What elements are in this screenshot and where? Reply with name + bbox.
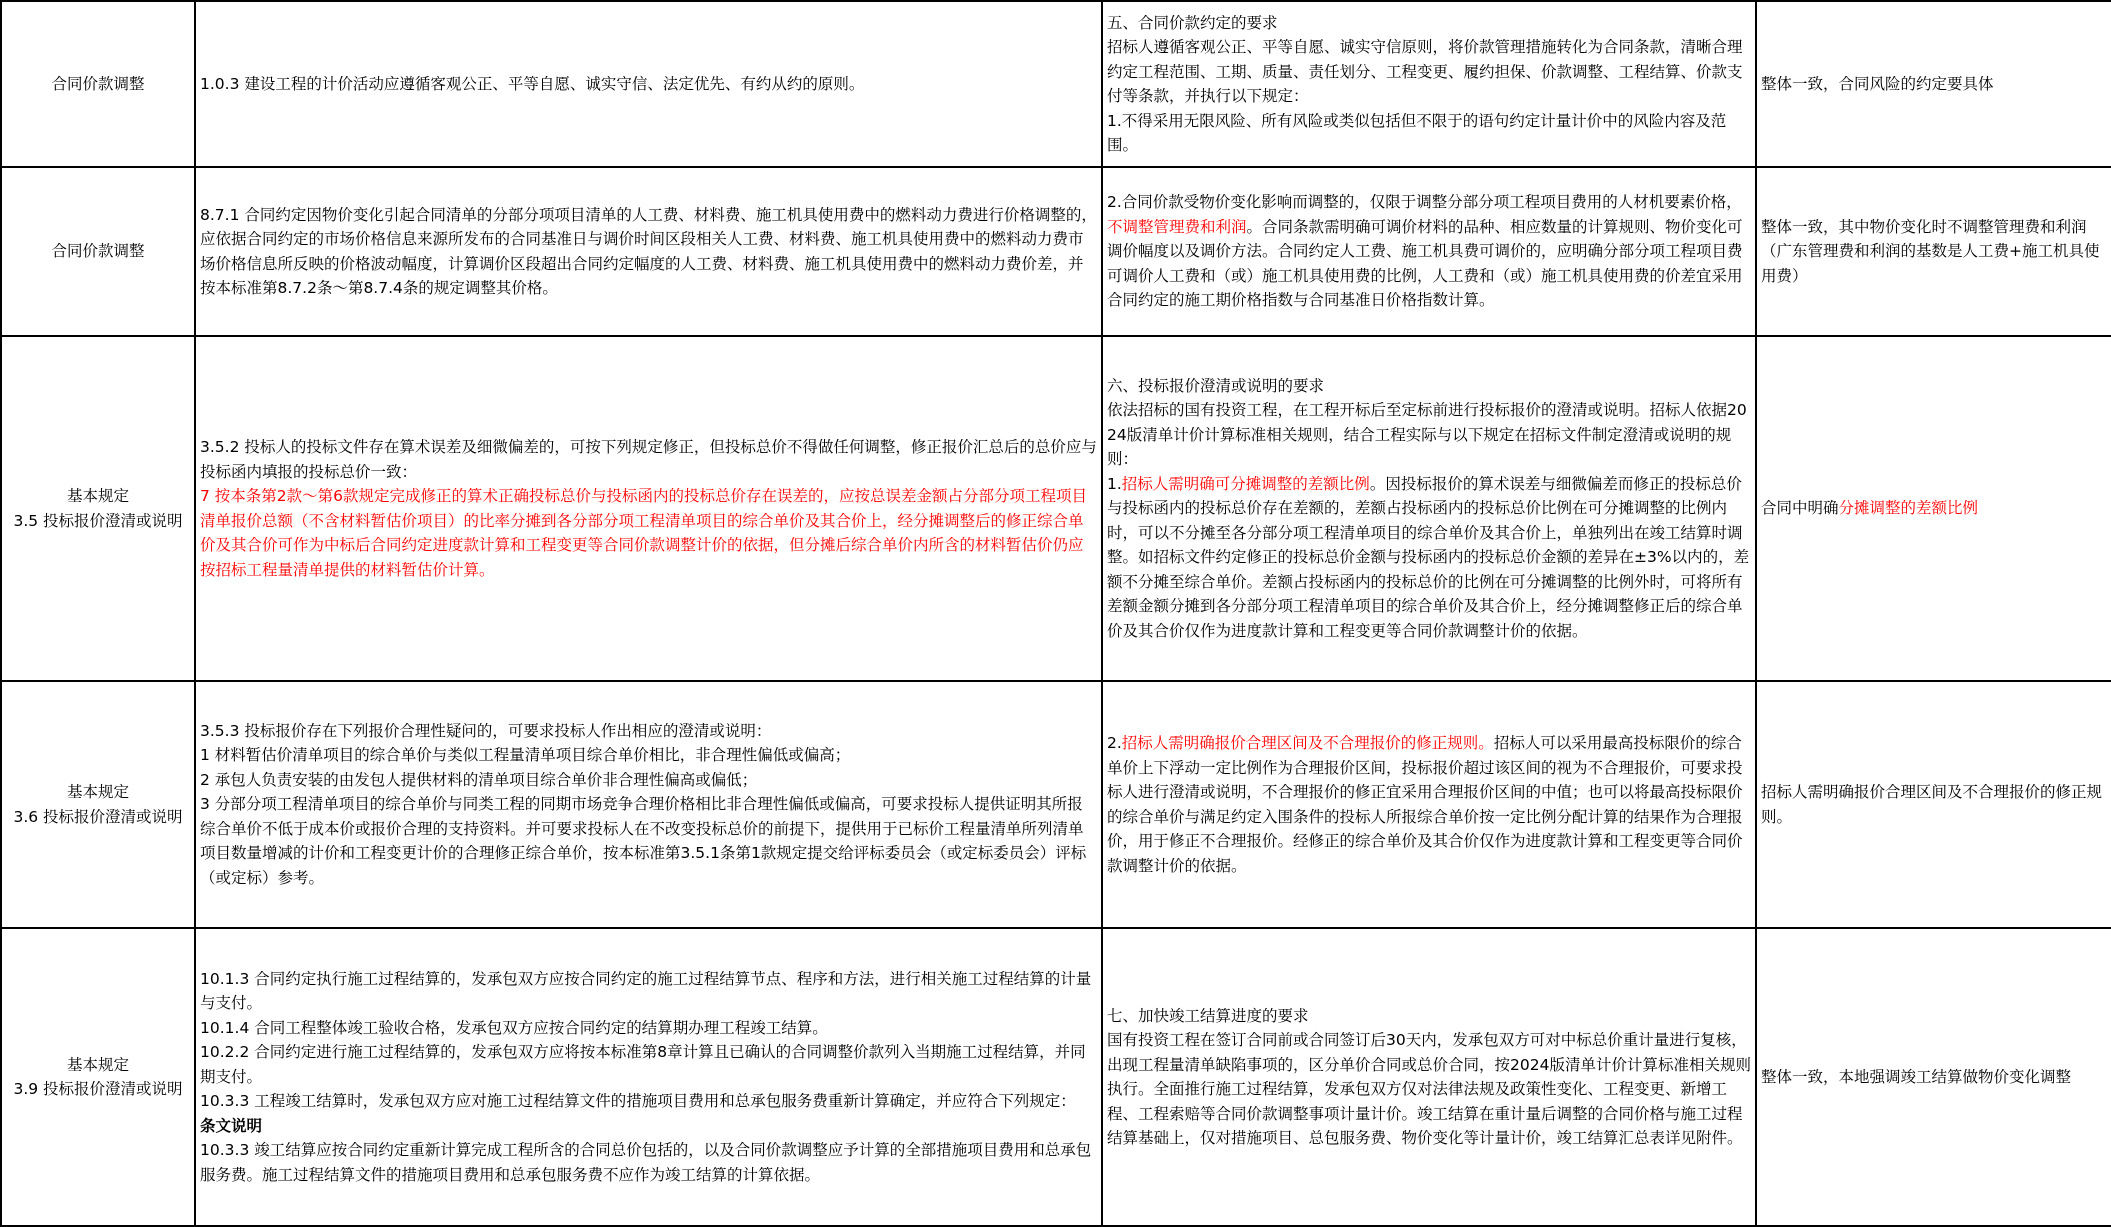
table-row [1, 1, 2111, 167]
paragraph: 整体一致，其中物价变化时不调整管理费和利润（广东管理费和利润的基数是人工费+施工机具使用费） [1761, 217, 2100, 285]
label-line: 合同价款调整 [51, 242, 145, 261]
table-row [1, 336, 2111, 681]
clause-explanation-heading: 条文说明 [200, 1116, 263, 1135]
paragraph: 3.5.2 投标人的投标文件存在算术误差及细微偏差的，可按下列规定修正，但投标总价不得做任何调整，修正报价汇总后的总价应与投标函内填报的投标总价一致： [200, 438, 1097, 481]
paragraph: 10.2.2 合同约定进行施工过程结算的，发承包双方应将按本标准第8章计算且已确认的合同调整价款列入当期施工过程结算，并同期支付。 [200, 1043, 1086, 1086]
national-standard-cell [195, 336, 1102, 681]
local-provision-cell [1102, 928, 1756, 1226]
highlighted-text: 分摊调整的差额比例 [1838, 499, 1979, 518]
label-line: 3.9 投标报价澄清或说明 [13, 1080, 183, 1098]
paragraph: 3 分部分项工程清单项目的综合单价与同类工程的同期市场竞争合理价格相比非合理性偏低或偏高，可要求投标人提供证明其所报综合单价不低于成本价或报价合理的支持资料。并可要求投标人在不改变投标总价的前提下，提供用于已标价工程量清单所列清单项目数量增减的计价和工程变更计价的合理修正综合单价，按本标准第3.5.1条第1款规定提交给评标委员会（或定标委员会）评标（或定标）参考。 [200, 795, 1087, 887]
paragraph: 国有投资工程在签订合同前或合同签订后30天内，发承包双方可对中标总价重计量进行复核，出现工程量清单缺陷事项的，区分单价合同或总价合同，按2024版清单计价计算标准相关规则执行。全面推行施工过程结算，发承包双方仅对法律法规及政策性变化、工程变更、新增工程、工程索赔等合同价款调整事项计量计价。竣工结算在重计量后调整的合同价格与施工过程结算基础上，仅对措施项目、总包服务费、物价变化等计量计价，竣工结算汇总表详见附件。 [1107, 1031, 1751, 1147]
local-provision-cell [1102, 681, 1756, 928]
label-line: 合同价款调整 [51, 74, 145, 93]
paragraph: 七、加快竣工结算进度的要求 [1107, 1006, 1309, 1025]
highlighted-text: 招标人需明确报价合理区间及不合理报价的修正规则。 [1121, 734, 1494, 752]
label-line: 基本规定 [66, 1055, 129, 1074]
paragraph: 五、合同价款约定的要求 [1107, 13, 1278, 32]
table-row [1, 928, 2111, 1226]
comparison-note-cell [1756, 336, 2111, 681]
paragraph: 10.3.3 竣工结算应按合同约定重新计算完成工程所含的合同总价包括的，以及合同价款调整应予计算的全部措施项目费用和总承包服务费。施工过程结算文件的措施项目费用和总承包服务费不应作为竣工结算的计算依据。 [200, 1141, 1092, 1184]
paragraph: 10.1.3 合同约定执行施工过程结算的，发承包双方应按合同约定的施工过程结算节点、程序和方法，进行相关施工过程结算的计量与支付。 [200, 969, 1092, 1013]
paragraph: 招标人需明确报价合理区间及不合理报价的修正规则。 [1761, 783, 2103, 826]
comparison-note-cell [1756, 1, 2111, 167]
paragraph: 10.1.4 合同工程整体竣工验收合格，发承包双方应按合同约定的结算期办理工程竣工结算。 [200, 1018, 828, 1037]
table-row [1, 167, 2111, 336]
paragraph: 1.0.3 建设工程的计价活动应遵循客观公正、平等自愿、诚实守信、法定优先、有约从约的原则。 [200, 74, 865, 93]
paragraph: 1 材料暂估价清单项目的综合单价与类似工程量清单项目综合单价相比，非合理性偏低或偏高； [200, 746, 851, 765]
paragraph [1107, 731, 1751, 878]
table-row [1, 681, 2111, 928]
paragraph: 依法招标的国有投资工程，在工程开标后至定标前进行投标报价的澄清或说明。招标人依据2024版清单计价计算标准相关规则，结合工程实际与以下规定在招标文件制定澄清或说明的规则： [1107, 401, 1747, 469]
national-standard-cell [195, 928, 1102, 1226]
text-segment: 2. [1107, 734, 1122, 752]
paragraph: 整体一致，合同风险的约定要具体 [1761, 74, 1994, 93]
local-provision-cell [1102, 1, 1756, 167]
paragraph [1761, 496, 2107, 521]
text-segment: 1. [1107, 474, 1122, 493]
section-label-cell [1, 928, 195, 1226]
highlighted-text: 招标人需明确可分摊调整的差额比例 [1121, 474, 1370, 493]
section-label-cell [1, 336, 195, 681]
section-label-cell [1, 681, 195, 928]
text-segment: 。合同条款需明确可调价材料的品种、相应数量的计算规则、物价变化可调价幅度以及调价方法。合同约定人工费、施工机具费可调价的，应明确分部分项工程项目费可调价人工费和（或）施工机具使用费的比例，人工费和（或）施工机具使用费的价差宜采用合同约定的施工期价格指数与合同基准日价格指数计算。 [1107, 217, 1743, 310]
highlighted-paragraph: 7 按本条第2款～第6款规定完成修正的算术正确投标总价与投标函内的投标总价存在误差的，应按总误差金额占分部分项工程项目清单报价总额（不含材料暂估价项目）的比率分摊到各分部分项工程清单项目的综合单价及其合价上，经分摊调整后的修正综合单价及其合价可作为中标后合同约定进度款计算和工程变更等合同价款调整计价的依据，但分摊后综合单价内所含的材料暂估价仍应按招标工程量清单提供的材料暂估价计算。 [200, 487, 1088, 579]
paragraph: 六、投标报价澄清或说明的要求 [1107, 376, 1325, 395]
text-segment: 2.合同价款受物价变化影响而调整的，仅限于调整分部分项工程项目费用的人材机要素价格， [1107, 193, 1742, 212]
local-provision-cell [1102, 167, 1756, 336]
paragraph: 8.7.1 合同约定因物价变化引起合同清单的分部分项项目清单的人工费、材料费、施工机具使用费中的燃料动力费进行价格调整的，应依据合同约定的市场价格信息来源所发布的合同基准日与调价时间区段相关人工费、材料费、施工机具使用费中的燃料动力费市场价格信息所反映的价格波动幅度，计算调价区段超出合同约定幅度的人工费、材料费、施工机具使用费中的燃料动力费价差，并按本标准第8.7.2条～第8.7.4条的规定调整其价格。 [200, 205, 1097, 297]
section-label-cell [1, 1, 195, 167]
local-provision-cell [1102, 336, 1756, 681]
paragraph: 3.5.3 投标报价存在下列报价合理性疑问的，可要求投标人作出相应的澄清或说明： [200, 721, 772, 740]
text-segment: 。因投标报价的算术误差与细微偏差而修正的投标总价与投标函内的投标总价存在差额的，差额占投标函内的投标总价比例在可分摊调整的比例内时，可以不分摊至各分部分项工程清单项目的综合单价及其合价上，单独列出在竣工结算时调整。如招标文件约定修正的投标总价金额与投标函内的投标总价金额的差异在±3%以内的，差额不分摊至综合单价。差额占投标函内的投标总价的比例在可分摊调整的比例外时，可将所有差额金额分摊到各分部分项工程清单项目的综合单价及其合价上，经分摊调整修正后的综合单价及其合价仅作为进度款计算和工程变更等合同价款调整计价的依据。 [1107, 474, 1750, 640]
comparison-note-cell [1756, 928, 2111, 1226]
text-segment: 招标人可以采用最高投标限价的综合单价上下浮动一定比例作为合理报价区间，投标报价超过该区间的视为不合理报价，可要求投标人进行澄清或说明，不合理报价的修正宜采用合理报价区间的中值；也可以将最高投标限价的综合单价与满足约定入围条件的投标人所报综合单价按一定比例分配计算的结果作为合理报价，用于修正不合理报价。经修正的综合单价及其合价仅作为进度款计算和工程变更等合同价款调整计价的依据。 [1107, 734, 1743, 875]
national-standard-cell [195, 681, 1102, 928]
national-standard-cell [195, 167, 1102, 336]
paragraph [1107, 472, 1751, 644]
paragraph: 整体一致，本地强调竣工结算做物价变化调整 [1761, 1067, 2072, 1086]
paragraph: 1.不得采用无限风险、所有风险或类似包括但不限于的语句约定计量计价中的风险内容及范围。 [1107, 111, 1727, 154]
paragraph: 2 承包人负责安装的由发包人提供材料的清单项目综合单价非合理性偏高或偏低； [200, 770, 758, 789]
comparison-note-cell [1756, 167, 2111, 336]
highlighted-text: 不调整管理费和利润 [1107, 217, 1247, 236]
label-line: 基本规定 [66, 487, 129, 505]
text-segment: 合同中明确 [1761, 499, 1839, 518]
section-label-cell [1, 167, 195, 336]
comparison-note-cell [1756, 681, 2111, 928]
label-line: 3.6 投标报价澄清或说明 [13, 807, 183, 826]
label-line: 基本规定 [66, 783, 129, 801]
table-body [1, 1, 2111, 1226]
paragraph: 10.3.3 工程竣工结算时，发承包双方应对施工过程结算文件的措施项目费用和总承包服务费重新计算确定，并应符合下列规定： [200, 1092, 1076, 1111]
national-standard-cell [195, 1, 1102, 167]
label-line: 3.5 投标报价澄清或说明 [13, 511, 183, 530]
paragraph [1107, 190, 1751, 313]
paragraph: 招标人遵循客观公正、平等自愿、诚实守信原则，将价款管理措施转化为合同条款，清晰合理约定工程范围、工期、质量、责任划分、工程变更、履约担保、价款调整、工程结算、价款支付等条款，并执行以下规定： [1107, 38, 1743, 105]
